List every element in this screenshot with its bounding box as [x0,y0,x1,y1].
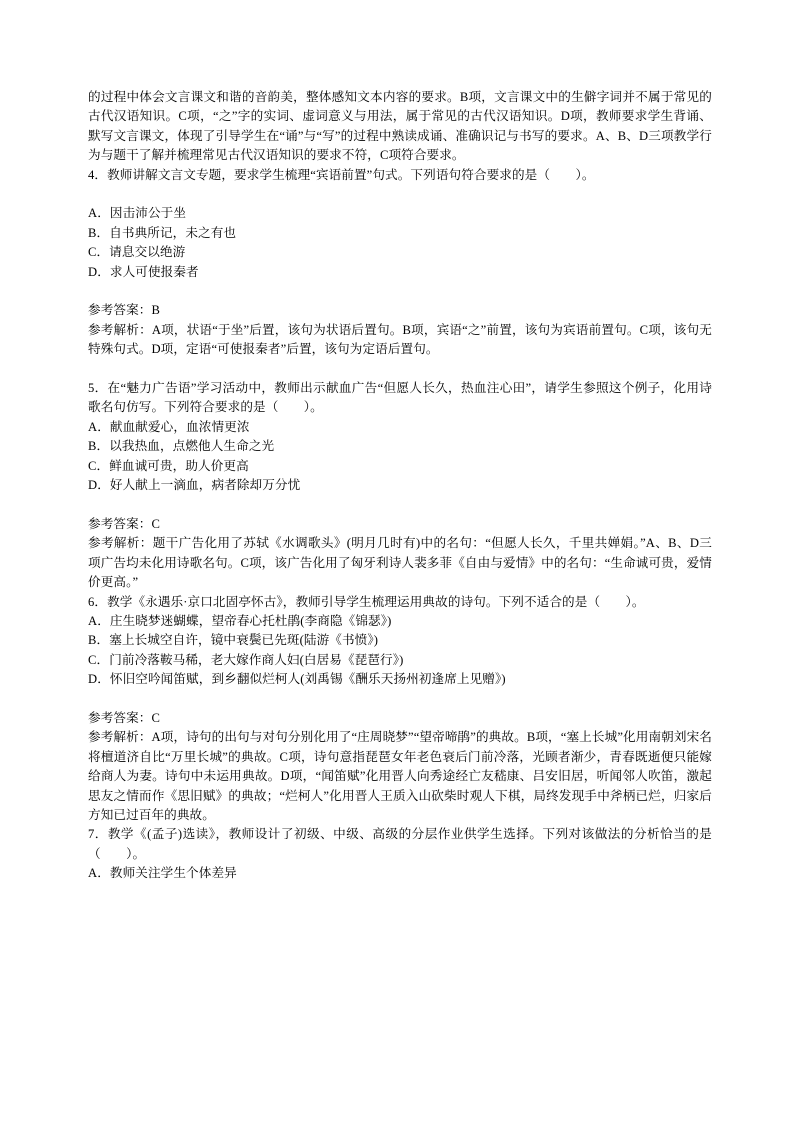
q6-option-d: D．怀旧空吟闻笛赋，到乡翻似烂柯人(刘禹锡《酬乐天扬州初逢席上见赠》) [88,672,506,687]
q6-option-a: A．庄生晓梦迷蝴蝶，望帝春心托杜鹃(李商隐《锦瑟》) [88,613,392,628]
q4-option-d: D．求人可使报秦者 [88,264,199,279]
q6-option-b: B．塞上长城空自许，镜中衰鬓已先斑(陆游《书愤》) [88,633,379,648]
document-text-body [88,88,712,884]
q6-analysis: 参考解析：A项，诗句的出句与对句分别化用了“庄周晓梦”“望帝啼鹃”的典故。B项，“塞上长城”化用南朝刘宋名将檀道济自比“万里长城”的典故。C项，诗句意指琵琶女年老色衰后门前冷落，光顾者渐少，青春既逝便只能嫁给商人为妻。诗句中未运用典故。D项，“闻笛赋”化用晋人向秀途经亡友嵇康、吕安旧居，听闻邻人吹笛，激起思友之情而作《思旧赋》的典故；“烂柯人”化用晋人王质入山砍柴时观人下棋，局终发现手中斧柄已烂，归家后方知已过百年的典故。 [88,730,712,822]
blank-line [88,185,712,204]
blank-line [88,495,712,514]
q6-option-c: C．门前冷落鞍马稀，老大嫁作商人妇(白居易《琵琶行》) [88,652,404,667]
q6-stem: 6．教学《永遇乐·京口北固亭怀古》，教师引导学生梳理运用典故的诗句。下列不适合的是（ ）。 [88,594,645,609]
q7-option-a: A．教师关注学生个体差异 [88,866,237,881]
q4-answer: 参考答案：B [88,303,160,318]
blank-line [88,690,712,709]
q4-option-b: B．自书典所记，未之有也 [88,225,237,240]
blank-line [88,360,712,379]
q5-analysis: 参考解析：题干广告化用了苏轼《水调歌头》(明月几时有)中的名句：“但愿人长久，千里共婵娟。”A、B、D三项广告均未化用诗歌名句。C项，该广告化用了匈牙利诗人裴多菲《自由与爱情》中的名句：“生命诚可贵，爱情价更高。” [88,536,712,590]
q3-analysis-continued: 的过程中体会文言课文和谐的音韵美，整体感知文本内容的要求。B项，文言课文中的生僻字词并不属于常见的古代汉语知识。C项，“之”字的实词、虚词意义与用法，属于常见的古代汉语知识。D项，教师要求学生背诵、默写文言课文，体现了引导学生在“诵”与“写”的过程中熟读成诵、准确识记与书写的要求。A、B、D三项教学行为与题干了解并梳理常见古代汉语知识的要求不符，C项符合要求。 [88,90,712,163]
q4-option-c: C．请息交以绝游 [88,245,186,260]
q5-option-d: D．好人献上一滴血，病者除却万分忧 [88,478,301,493]
q5-option-b: B．以我热血，点燃他人生命之光 [88,439,275,454]
q7-stem: 7．教学《(孟子)选读》，教师设计了初级、中级、高级的分层作业供学生选择。下列对该做法的分析恰当的是（ ）。 [88,827,712,861]
q4-option-a: A．因击沛公于坐 [88,206,187,221]
q5-answer: 参考答案：C [88,516,160,531]
q4-analysis: 参考解析：A项，状语“于坐”后置，该句为状语后置句。B项，宾语“之”前置，该句为宾语前置句。C项，该句无特殊句式。D项，定语“可使报秦者”后置，该句为定语后置句。 [88,322,712,357]
blank-line [88,282,712,301]
q5-option-c: C．鲜血诚可贵，助人价更高 [88,458,249,473]
q5-option-a: A．献血献爱心，血浓情更浓 [88,419,250,434]
q4-stem: 4．教师讲解文言文专题，要求学生梳理“宾语前置”句式。下列语句符合要求的是（ ）。 [88,167,595,182]
q6-answer: 参考答案：C [88,710,160,725]
q5-stem: 5．在“魅力广告语”学习活动中，教师出示献血广告“但愿人长久，热血注心田”，请学生参照这个例子，化用诗歌名句仿写。下列符合要求的是（ ）。 [88,381,712,415]
